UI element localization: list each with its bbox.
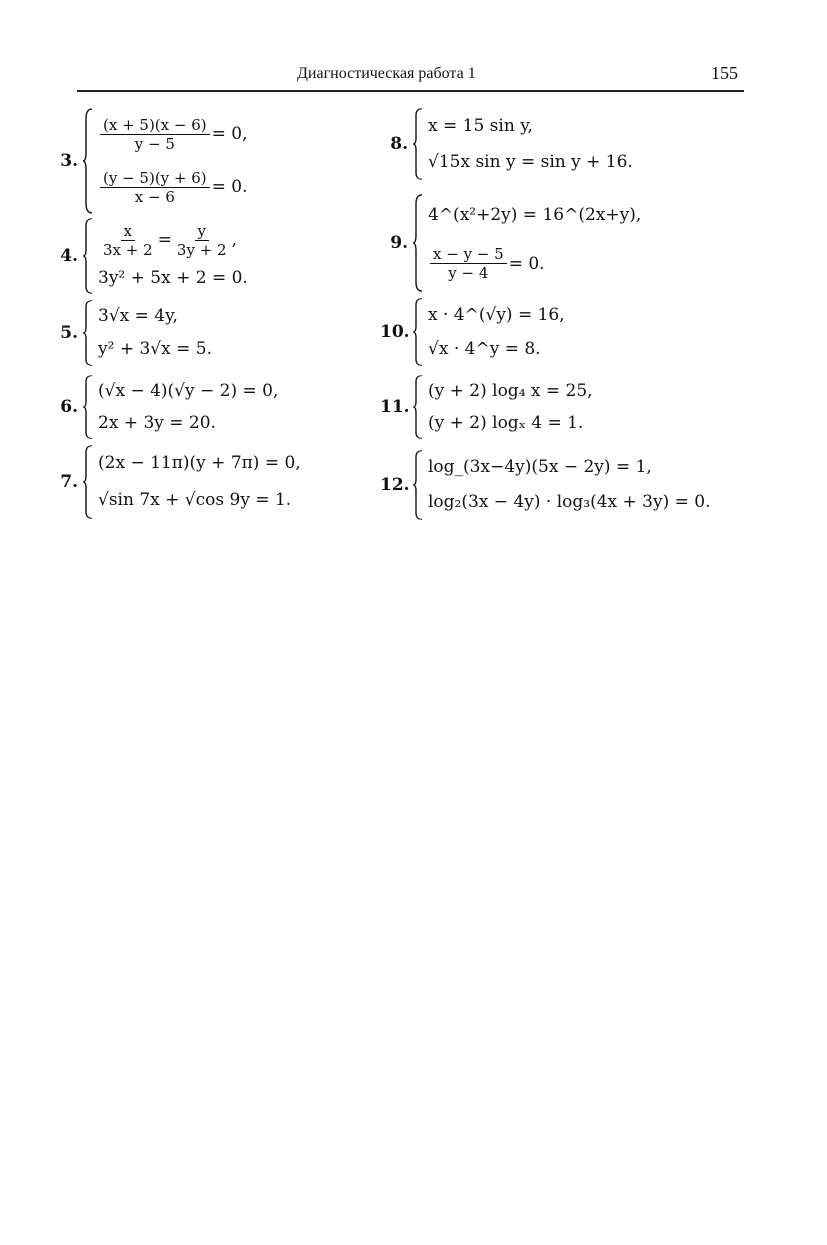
problem-number: 6.	[60, 397, 78, 417]
problem-number: 3.	[60, 151, 78, 171]
system-brace	[82, 218, 94, 294]
system-brace	[82, 445, 94, 519]
equation-2: √x · 4^y = 8.	[428, 338, 541, 359]
problem-number: 11.	[380, 397, 410, 417]
problem-number: 12.	[380, 475, 410, 495]
system-brace	[412, 298, 424, 366]
equation-2: 2x + 3y = 20.	[98, 412, 216, 433]
equation-2: 3y² + 5x + 2 = 0.	[98, 268, 248, 289]
equation-1: x · 4^(√y) = 16,	[428, 304, 565, 325]
problem-number: 8.	[390, 134, 408, 154]
equation-2: $\frac{x - y - 5}{y - 4}$ = 0.	[428, 245, 641, 282]
equation-1: (√x − 4)(√y − 2) = 0,	[98, 380, 279, 401]
equation-1: 4^(x²+2y) = 16^(2x+y),	[428, 204, 642, 225]
running-title: Диагностическая работа 1	[297, 65, 476, 82]
system-brace	[412, 375, 424, 439]
equation-1: $\frac{x}{3x + 2}$ = $\frac{y}{3y + 2}$ ,	[103, 222, 237, 260]
equation-1: (2x − 11π)(y + 7π) = 0,	[98, 453, 301, 474]
problem-number: 4.	[60, 246, 78, 266]
problem-12	[380, 450, 711, 520]
equation-1: $\frac{(x + 5)(x - 6)}{y - 5}$ = 0,	[98, 116, 248, 153]
problem-7	[50, 445, 301, 519]
running-header	[77, 60, 744, 92]
problem-number: 9.	[390, 233, 408, 253]
system-brace	[82, 375, 94, 439]
equation-2: y² + 3√x = 5.	[98, 339, 212, 360]
system-brace	[412, 108, 424, 180]
equation-2: √sin 7x + √cos 9y = 1.	[98, 490, 292, 511]
problem-number: 5.	[60, 323, 78, 343]
equation-1: x = 15 sin y,	[428, 115, 533, 136]
equation-2: $\frac{(y - 5)(y + 6)}{x - 6}$ = 0.	[98, 169, 248, 206]
equation-2: √15x sin y = sin y + 16.	[428, 151, 633, 172]
system-brace	[82, 108, 94, 214]
equation-2: log₂(3x − 4y) · log₃(4x + 3y) = 0.	[428, 492, 711, 513]
problem-number: 7.	[60, 472, 78, 492]
problem-10	[380, 298, 565, 366]
system-brace	[82, 300, 94, 366]
problem-5	[50, 300, 212, 366]
problem-6	[50, 375, 278, 439]
page-number: 155	[711, 63, 738, 83]
equation-1: 3√x = 4y,	[98, 306, 178, 327]
system-brace	[412, 450, 424, 520]
problem-4	[50, 218, 248, 294]
equation-1: (y + 2) log₄ x = 25,	[428, 380, 593, 401]
problem-9	[380, 194, 641, 292]
problem-8	[380, 108, 633, 180]
equation-1: log_(3x−4y)(5x − 2y) = 1,	[428, 457, 652, 478]
equation-2: (y + 2) logₓ 4 = 1.	[428, 412, 584, 433]
problem-number: 10.	[380, 322, 410, 342]
problem-3	[50, 108, 248, 214]
system-brace	[412, 194, 424, 292]
problem-11	[380, 375, 593, 439]
